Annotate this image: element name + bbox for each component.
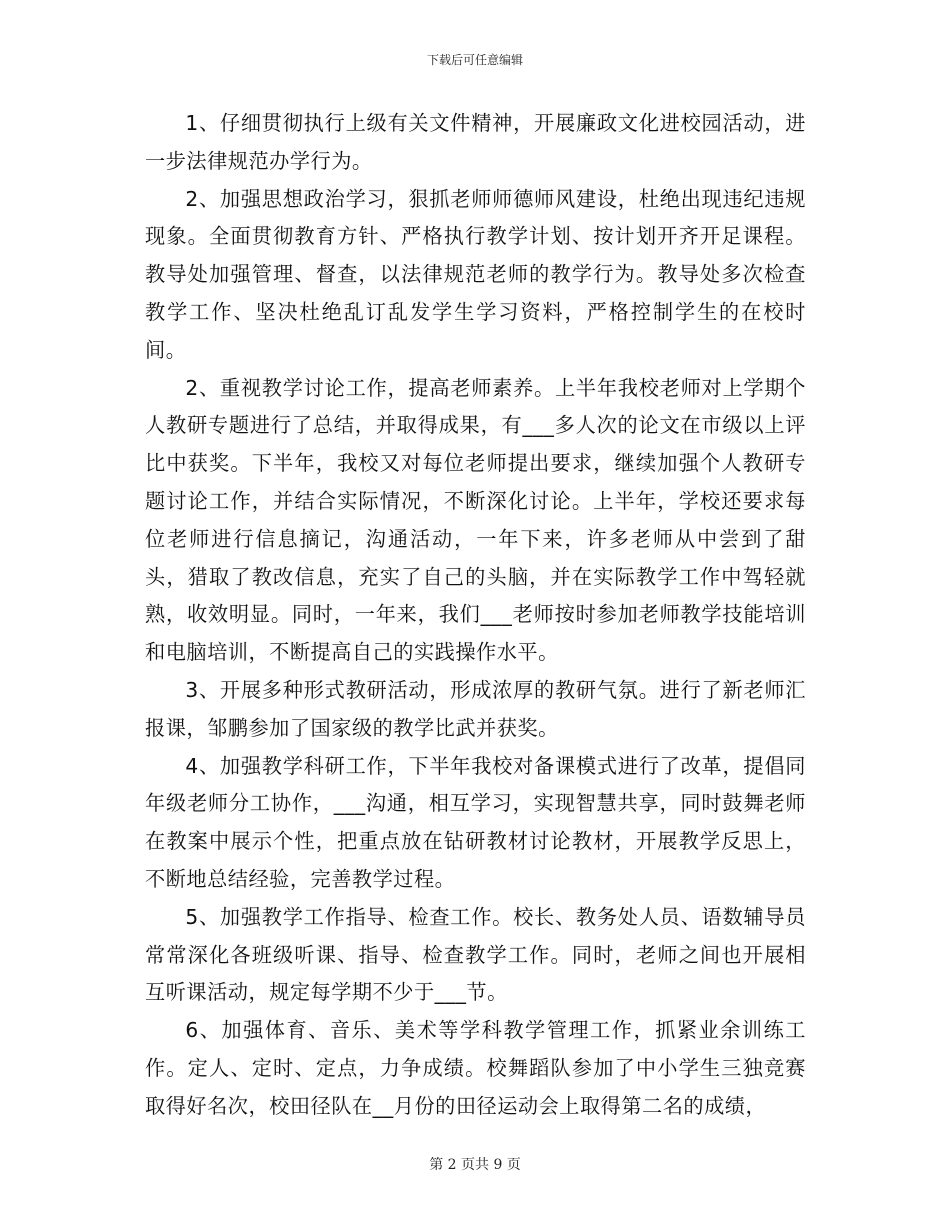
page-footer: 第 2 页共 9 页 [429, 1157, 521, 1173]
paragraph-6: 5、加强教学工作指导、检查工作。校长、教务处人员、语数辅导员常常深化各班级听课、指导、检查教学工作。同时，老师之间也开展相互听课活动，规定每学期不少于___节。 [145, 904, 806, 1005]
document-body [145, 105, 806, 1126]
page-header: 下载后可任意编辑 [426, 53, 523, 67]
paragraph-2: 2、加强思想政治学习，狠抓老师师德师风建设，杜绝出现违纪违规现象。全面贯彻教育方针、严格执行教学计划、按计划开齐开足课程。教导处加强管理、督查，以法律规范老师的教学行为。教导处多次检查教学工作、坚决杜绝乱订乱发学生学习资料，严格控制学生的在校时间。 [145, 186, 806, 362]
paragraph-3: 2、重视教学讨论工作，提高老师素养。上半年我校老师对上学期个人教研专题进行了总结，并取得成果，有___多人次的论文在市级以上评比中获奖。下半年，我校又对每位老师提出要求，继续加强个人教研专题讨论工作，并结合实际情况，不断深化讨论。上半年，学校还要求每位老师进行信息摘记，沟通活动，一年下来，许多老师从中尝到了甜头，猎取了教改信息，充实了自己的头脑，并在实际教学工作中驾轻就熟，收效明显。同时，一年来，我们___老师按时参加老师教学技能培训和电脑培训，不断提高自己的实践操作水平。 [145, 375, 806, 665]
paragraph-1: 1、仔细贯彻执行上级有关文件精神，开展廉政文化进校园活动，进一步法律规范办学行为。 [145, 111, 806, 173]
paragraph-7: 6、加强体育、音乐、美术等学科教学管理工作，抓紧业余训练工作。定人、定时、定点，力争成绩。校舞蹈队参加了中小学生三独竞赛取得好名次，校田径队在__月份的田径运动会上取得第二名的成绩， [145, 1018, 806, 1118]
paragraph-5: 4、加强教学科研工作，下半年我校对备课模式进行了改革，提倡同年级老师分工协作，___沟通，相互学习，实现智慧共享，同时鼓舞老师在教案中展示个性，把重点放在钻研教材讨论教材，开展教学反思上，不断地总结经验，完善教学过程。 [145, 753, 806, 891]
paragraph-4: 3、开展多种形式教研活动，形成浓厚的教研气氛。进行了新老师汇报课，邹鹏参加了国家级的教学比武并获奖。 [145, 677, 806, 740]
